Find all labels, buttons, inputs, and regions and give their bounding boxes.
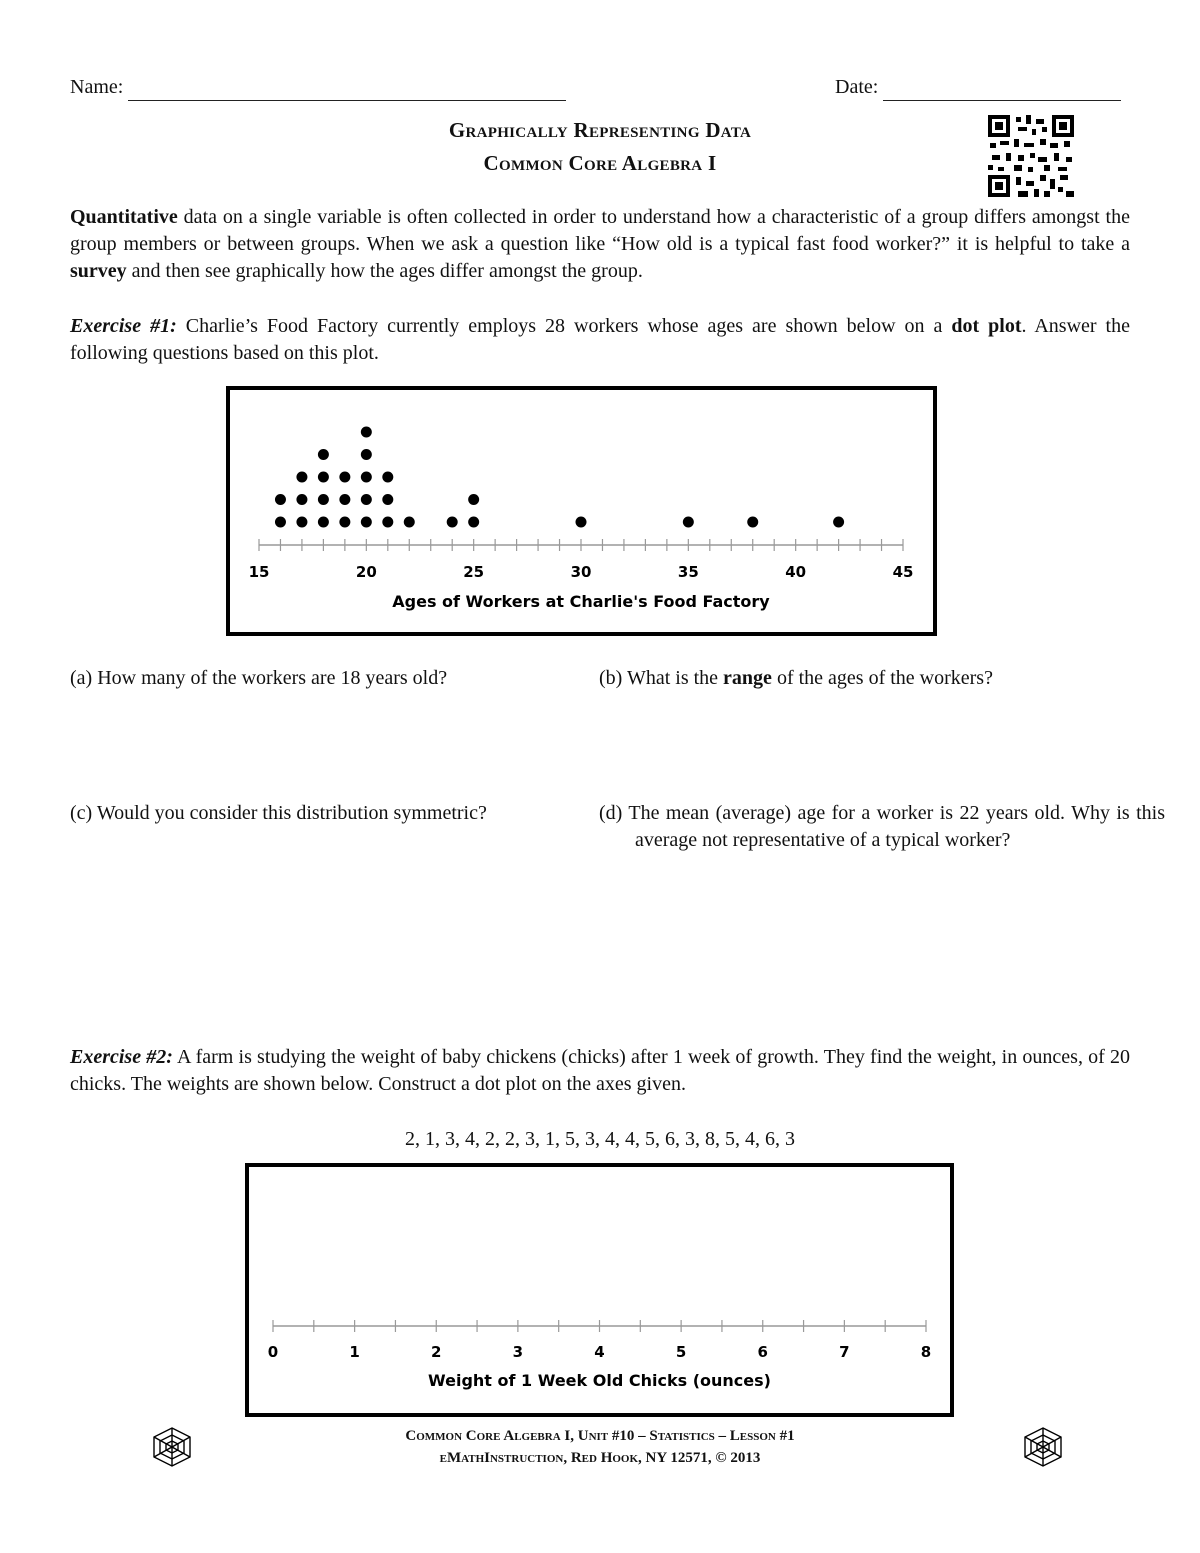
- exercise-2-label: Exercise #2:: [70, 1046, 173, 1068]
- name-blank[interactable]: [128, 80, 566, 101]
- x-tick-label: 2: [431, 1343, 442, 1361]
- data-dot: [683, 517, 694, 528]
- exercise-2-text: A farm is studying the weight of baby chickens (chicks) after 1 week of growth. They find the weight, in ounces, of 20 chicks. The weights are shown below. Construct a dot plot on the axes given.: [70, 1046, 1130, 1095]
- x-tick-label: 15: [248, 563, 270, 581]
- intro-paragraph: [70, 204, 1130, 285]
- chick-weights-data: 2, 1, 3, 4, 2, 2, 3, 1, 5, 3, 4, 4, 5, 6, 3, 8, 5, 4, 6, 3: [405, 1128, 795, 1150]
- x-tick-label: 20: [355, 563, 377, 581]
- data-dot: [361, 517, 372, 528]
- data-dot: [318, 449, 329, 460]
- term-range: range: [723, 667, 772, 689]
- name-label: Name:: [70, 76, 124, 98]
- question-b: [599, 665, 993, 692]
- data-dot: [447, 517, 458, 528]
- data-dot: [382, 517, 393, 528]
- data-dot: [296, 472, 307, 483]
- x-tick-label: 7: [839, 1343, 850, 1361]
- x-tick-label: 3: [512, 1343, 524, 1361]
- question-d: (d) The mean (average) age for a worker is 22 years old. Why is this average not representative of a typical worker?: [599, 802, 1165, 851]
- question-c: (c) Would you consider this distribution symmetric?: [70, 802, 487, 824]
- x-tick-label: 1: [349, 1343, 360, 1361]
- x-tick-label: 0: [267, 1343, 279, 1361]
- data-dot: [361, 427, 372, 438]
- x-tick-label: 4: [594, 1343, 605, 1361]
- exercise-1-prompt: [70, 313, 1130, 367]
- data-dot: [339, 472, 350, 483]
- x-tick-label: 5: [675, 1343, 687, 1361]
- name-field[interactable]: [70, 74, 566, 101]
- data-dot: [404, 517, 415, 528]
- exercise-1-text-2: . Answer the following questions based on this plot.: [70, 315, 1130, 364]
- term-survey: survey: [70, 260, 127, 282]
- exercise-1-label: Exercise #1:: [70, 315, 177, 337]
- exercise-1-text-1: Charlie’s Food Factory currently employs 28 workers whose ages are shown below on a: [176, 315, 952, 337]
- data-dot: [318, 517, 329, 528]
- qr-code-icon: [988, 115, 1074, 197]
- date-field[interactable]: [835, 74, 1121, 101]
- data-dot: [468, 494, 479, 505]
- date-blank[interactable]: [883, 80, 1121, 101]
- data-dot: [361, 494, 372, 505]
- exercise-2-prompt: [70, 1044, 1130, 1098]
- data-dot: [576, 517, 587, 528]
- data-dot: [339, 517, 350, 528]
- x-axis-title: Weight of 1 Week Old Chicks (ounces): [428, 1371, 771, 1390]
- term-dot-plot: dot plot: [951, 315, 1022, 337]
- data-dot: [747, 517, 758, 528]
- data-dot: [361, 472, 372, 483]
- data-dot: [296, 494, 307, 505]
- page-subtitle: Common Core Algebra I: [483, 151, 717, 175]
- data-dot: [318, 494, 329, 505]
- x-axis-title: Ages of Workers at Charlie's Food Factory: [392, 592, 770, 611]
- data-dot: [468, 517, 479, 528]
- footer-line-2: eMathInstruction, Red Hook, NY 12571, © 2013: [439, 1450, 761, 1466]
- intro-text-2: and then see graphically how the ages differ amongst the group.: [126, 260, 643, 282]
- page-title: Graphically Representing Data: [448, 118, 752, 142]
- date-label: Date:: [835, 76, 879, 98]
- footer-line-1: Common Core Algebra I, Unit #10 – Statistics – Lesson #1: [405, 1428, 795, 1444]
- x-tick-label: 45: [892, 563, 914, 581]
- data-dot: [382, 472, 393, 483]
- x-tick-label: 30: [570, 563, 592, 581]
- data-dot: [296, 517, 307, 528]
- data-dot: [275, 494, 286, 505]
- question-a: (a) How many of the workers are 18 years old?: [70, 667, 448, 689]
- data-dot: [339, 494, 350, 505]
- dot-plot-weights[interactable]: [249, 1167, 950, 1413]
- data-dot: [382, 494, 393, 505]
- dot-plot-weights-frame[interactable]: [245, 1163, 954, 1417]
- x-tick-label: 8: [920, 1343, 932, 1361]
- question-b-text-2: of the ages of the workers?: [771, 667, 993, 689]
- intro-text-1: data on a single variable is often collected in order to understand how a characteristic of a group differs amongst the group members or between groups. When we ask a question like “How old is a typical fast food worker?” it is helpful to take a: [70, 206, 1130, 255]
- data-dot: [275, 517, 286, 528]
- x-tick-label: 35: [677, 563, 699, 581]
- data-dot: [361, 449, 372, 460]
- question-b-text-1: (b) What is the: [599, 667, 724, 689]
- dot-plot-ages: [230, 390, 933, 632]
- dot-plot-ages-frame: [226, 386, 937, 636]
- x-tick-label: 40: [785, 563, 807, 581]
- term-quantitative: Quantitative: [70, 206, 178, 228]
- data-dot: [318, 472, 329, 483]
- x-tick-label: 6: [757, 1343, 768, 1361]
- data-dot: [833, 517, 844, 528]
- x-tick-label: 25: [463, 563, 485, 581]
